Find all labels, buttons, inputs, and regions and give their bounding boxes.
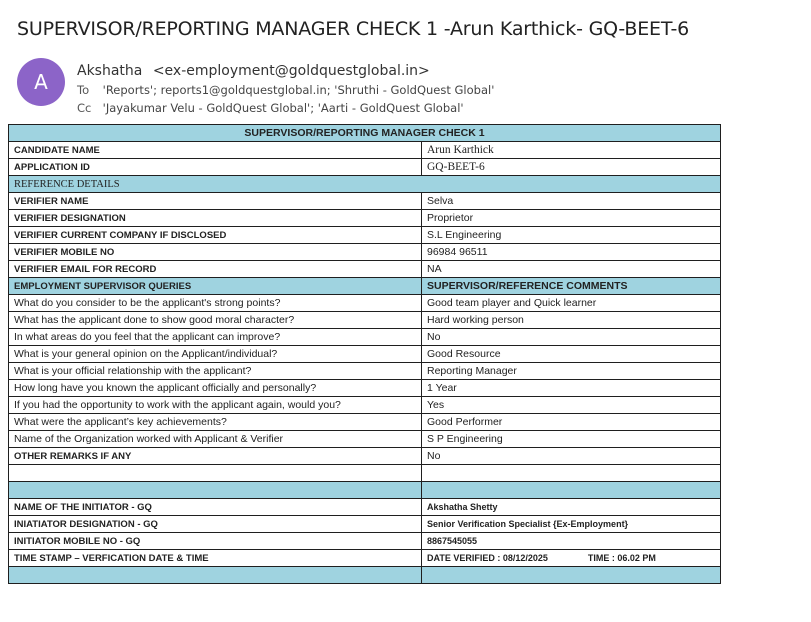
to-label: To (77, 83, 90, 97)
verifier-row (9, 193, 721, 210)
query-answer: 1 Year (422, 380, 721, 397)
field-value: Akshatha Shetty (422, 499, 721, 516)
query-answer: Reporting Manager (422, 363, 721, 380)
cc-recipients[interactable]: 'Jayakumar Velu - GoldQuest Global'; 'Aarti - GoldQuest Global' (102, 101, 464, 115)
query-answer: Good Resource (422, 346, 721, 363)
field-label: INIATIATOR DESIGNATION - GQ (9, 516, 422, 533)
verified-time: TIME : 06.02 PM (587, 553, 656, 563)
queries-header: EMPLOYMENT SUPERVISOR QUERIES (9, 278, 422, 295)
field-value: No (422, 448, 721, 465)
query-question: In what areas do you feel that the applicant can improve? (9, 329, 422, 346)
verified-date: DATE VERIFIED : 08/12/2025 (427, 553, 548, 563)
empty-cell (9, 465, 422, 482)
footer-blue-row (9, 567, 721, 584)
to-recipients[interactable]: 'Reports'; reports1@goldquestglobal.in; 'Shruthi - GoldQuest Global' (102, 83, 495, 97)
sender-name[interactable]: Akshatha (77, 63, 143, 79)
field-label: CANDIDATE NAME (9, 142, 422, 159)
field-label: NAME OF THE INITIATOR - GQ (9, 499, 422, 516)
reference-details-header: REFERENCE DETAILS (9, 176, 721, 193)
email-subject: SUPERVISOR/REPORTING MANAGER CHECK 1 -Arun Karthick- GQ-BEET-6 (17, 18, 690, 40)
field-label: INITIATOR MOBILE NO - GQ (9, 533, 422, 550)
verifier-row (9, 244, 721, 261)
query-question: What is your general opinion on the Applicant/individual? (9, 346, 422, 363)
report-title-row (9, 125, 721, 142)
spacer-blue-row (9, 482, 721, 499)
initiator-row (9, 533, 721, 550)
query-answer: No (422, 329, 721, 346)
query-question: If you had the opportunity to work with the applicant again, would you? (9, 397, 422, 414)
query-row (9, 397, 721, 414)
sender-email[interactable]: <ex-employment@goldquestglobal.in> (152, 63, 430, 79)
field-label: VERIFIER NAME (9, 193, 422, 210)
query-question: What were the applicant’s key achievements? (9, 414, 422, 431)
verifier-row (9, 261, 721, 278)
empty-cell (9, 482, 422, 499)
query-question: How long have you known the applicant officially and personally? (9, 380, 422, 397)
field-label: VERIFIER CURRENT COMPANY IF DISCLOSED (9, 227, 422, 244)
to-line (77, 83, 494, 97)
verification-report-table (8, 124, 721, 584)
spacer-row (9, 465, 721, 482)
field-label: OTHER REMARKS IF ANY (9, 448, 422, 465)
query-answer: Hard working person (422, 312, 721, 329)
field-value: 8867545055 (422, 533, 721, 550)
query-row (9, 329, 721, 346)
field-value: S.L Engineering (422, 227, 721, 244)
query-answer: Good team player and Quick learner (422, 295, 721, 312)
report-title: SUPERVISOR/REPORTING MANAGER CHECK 1 (9, 125, 721, 142)
verifier-row (9, 227, 721, 244)
other-remarks-row (9, 448, 721, 465)
field-label: VERIFIER EMAIL FOR RECORD (9, 261, 422, 278)
query-question: What do you consider to be the applicant's strong points? (9, 295, 422, 312)
query-question: What is your official relationship with the applicant? (9, 363, 422, 380)
query-row (9, 380, 721, 397)
empty-cell (422, 567, 721, 584)
field-label: VERIFIER DESIGNATION (9, 210, 422, 227)
query-row (9, 431, 721, 448)
query-question: Name of the Organization worked with Applicant & Verifier (9, 431, 422, 448)
candidate-row (9, 159, 721, 176)
candidate-row (9, 142, 721, 159)
field-label: TIME STAMP – VERFICATION DATE & TIME (9, 550, 422, 567)
query-row (9, 414, 721, 431)
query-answer: Yes (422, 397, 721, 414)
queries-header-row (9, 278, 721, 295)
query-answer: S P Engineering (422, 431, 721, 448)
empty-cell (422, 465, 721, 482)
verifier-row (9, 210, 721, 227)
field-value: Proprietor (422, 210, 721, 227)
field-value: Senior Verification Specialist {Ex-Employment} (422, 516, 721, 533)
sender-avatar[interactable]: A (17, 58, 65, 106)
initiator-row (9, 516, 721, 533)
empty-cell (422, 482, 721, 499)
field-value: Selva (422, 193, 721, 210)
field-label: VERIFIER MOBILE NO (9, 244, 422, 261)
query-row (9, 295, 721, 312)
reference-details-header-row (9, 176, 721, 193)
empty-cell (9, 567, 422, 584)
query-row (9, 363, 721, 380)
comments-header: SUPERVISOR/REFERENCE COMMENTS (422, 278, 721, 295)
field-label: APPLICATION ID (9, 159, 422, 176)
field-value: GQ-BEET-6 (422, 159, 721, 176)
timestamp-value (422, 550, 721, 567)
query-answer: Good Performer (422, 414, 721, 431)
sender-line (77, 63, 430, 79)
timestamp-row (9, 550, 721, 567)
query-row (9, 312, 721, 329)
cc-label: Cc (77, 101, 92, 115)
field-value: Arun Karthick (422, 142, 721, 159)
initiator-row (9, 499, 721, 516)
field-value: NA (422, 261, 721, 278)
cc-line (77, 101, 464, 115)
field-value: 96984 96511 (422, 244, 721, 261)
query-question: What has the applicant done to show good moral character? (9, 312, 422, 329)
query-row (9, 346, 721, 363)
